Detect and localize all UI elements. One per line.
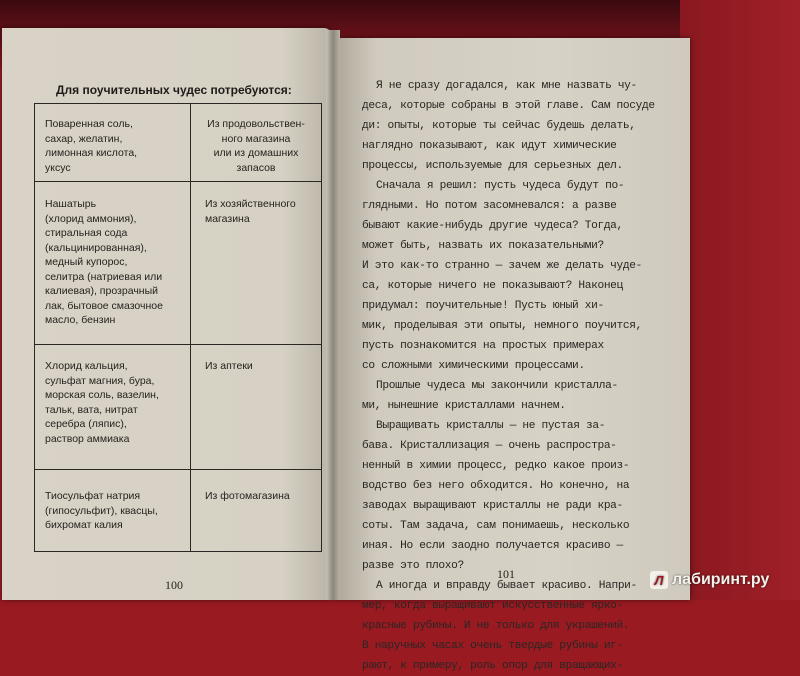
- text-line: мик, проделывая эти опыты, немного поучится,: [362, 320, 642, 332]
- page-number-left: 100: [165, 578, 183, 592]
- table-row: [35, 104, 321, 182]
- materials-cell: Тиосульфат натрия (гипосульфит), квасцы, бихромат калия: [45, 490, 158, 531]
- text-line: В наручных часах очень твердые рубины иг-: [362, 640, 623, 652]
- source-cell: Из хозяйственного магазина: [205, 198, 296, 225]
- text-line: разве это плохо?: [362, 560, 464, 572]
- table-row: [35, 345, 321, 470]
- text-line: бывают какие-нибудь другие чудеса? Тогда,: [362, 220, 623, 232]
- text-line: деса, которые собраны в этой главе. Сам посуде: [362, 100, 655, 112]
- text-line: процессы, используемые для серьезных дел.: [362, 160, 623, 172]
- text-line: наглядно показывают, как идут химические: [362, 140, 617, 152]
- materials-cell: Нашатырь (хлорид аммония), стиральная сода (кальцинированная), медный купорос, селитра (натриевая или калиевая), прозрачный лак, бытовое смазочное масло, бензин: [45, 198, 163, 326]
- watermark-text: лабиринт.ру: [672, 571, 770, 588]
- page-number-right: 101: [497, 567, 515, 581]
- text-line: соты. Там задача, сам понимаешь, несколько: [362, 520, 630, 532]
- text-line: заводах выращивают кристаллы не ради кра-: [362, 500, 623, 512]
- text-line: А иногда и вправду бывает красиво. Напри-: [376, 580, 637, 592]
- text-line: Я не сразу догадался, как мне назвать чу-: [376, 80, 637, 92]
- source-cell: Из аптеки: [205, 360, 253, 372]
- right-page-body-text: [362, 76, 674, 676]
- text-line: бава. Кристаллизация — очень распростра-: [362, 440, 617, 452]
- text-line: глядными. Но потом засомневался: а разве: [362, 200, 617, 212]
- text-line: са, которые ничего не показывают? Наконец: [362, 280, 623, 292]
- text-line: иная. Но если заодно получается красиво —: [362, 540, 623, 552]
- materials-cell: Хлорид кальция, сульфат магния, бура, морская соль, вазелин, тальк, вата, нитрат серебра (ляпис), раствор аммиака: [45, 360, 159, 445]
- text-line: водство без него обходится. Но конечно, на: [362, 480, 630, 492]
- labirint-watermark: [650, 568, 800, 592]
- text-line: Выращивать кристаллы — не пустая за-: [376, 420, 606, 432]
- text-line: рают, к примеру, роль опор для вращающих-: [362, 660, 623, 672]
- text-line: красные рубины. И не только для украшений.: [362, 620, 630, 632]
- text-line: со сложными химическими процессами.: [362, 360, 585, 372]
- table-row: [35, 182, 321, 345]
- table-row: [35, 470, 321, 551]
- text-line: придумал: поучительные! Пусть юный хи-: [362, 300, 604, 312]
- book-gutter: [326, 30, 340, 600]
- materials-cell: Поваренная соль, сахар, желатин, лимонная кислота, уксус: [45, 118, 138, 174]
- text-line: ненный в химии процесс, редко какое произ-: [362, 460, 630, 472]
- text-line: Сначала я решил: пусть чудеса будут по-: [376, 180, 625, 192]
- materials-heading: Для поучительных чудес потребуются:: [56, 83, 292, 97]
- text-line: Прошлые чудеса мы закончили кристалла-: [376, 380, 618, 392]
- text-line: пусть познакомится на простых примерах: [362, 340, 604, 352]
- text-line: ди: опыты, которые ты сейчас будешь делать,: [362, 120, 636, 132]
- source-cell: Из фотомагазина: [205, 490, 290, 502]
- text-line: может быть, назвать их показательными?: [362, 240, 604, 252]
- text-line: ми, нынешние кристаллами начнем.: [362, 400, 566, 412]
- materials-table: [34, 103, 322, 552]
- background-right: [680, 0, 800, 600]
- labirint-logo-icon: Л: [650, 571, 668, 589]
- text-line: И это как-то странно — зачем же делать чуде-: [362, 260, 642, 272]
- text-line: мер, когда выращивают искусственные ярко-: [362, 600, 623, 612]
- source-cell: Из продовольствен- ного магазина или из домашних запасов: [207, 118, 305, 174]
